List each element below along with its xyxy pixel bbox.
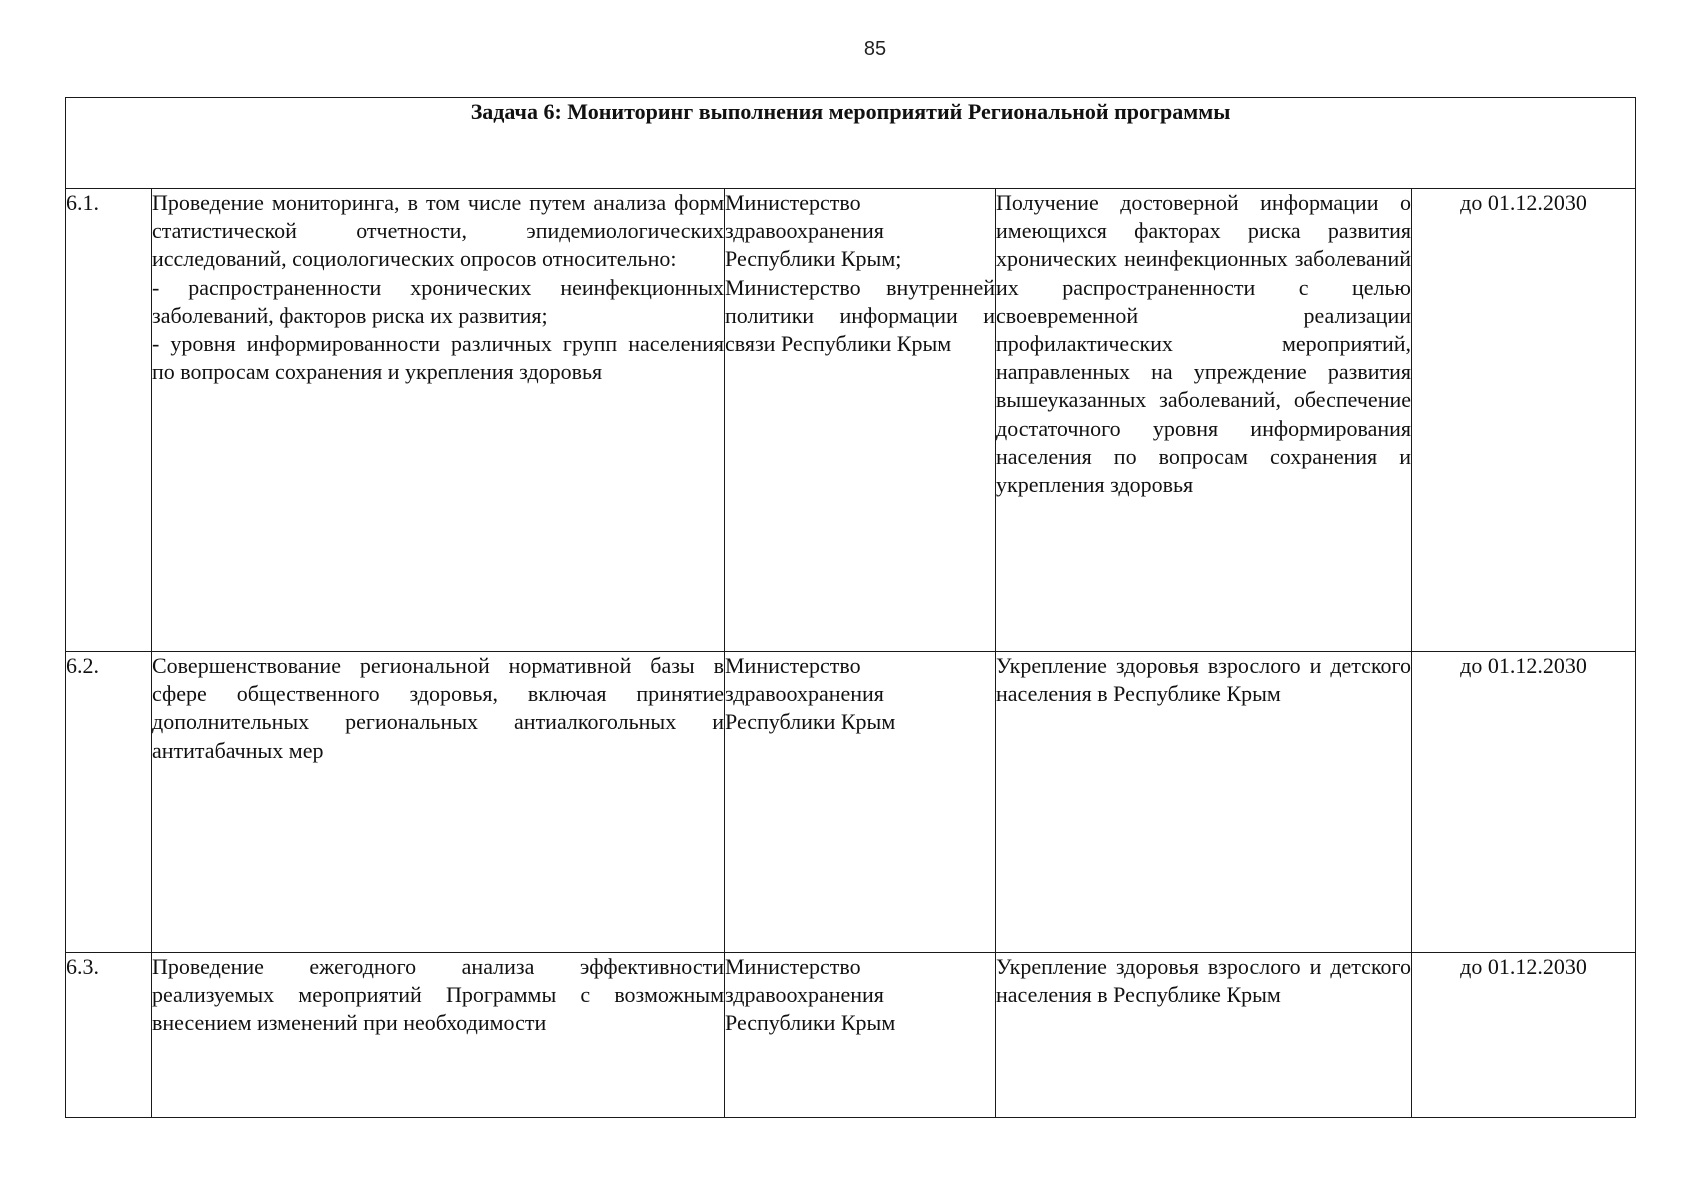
- description-paragraph: Совершенствование региональной нормативной базы в сфере общественного здоровья, включая принятие дополнительных региональных антиалкогольных и антитабачных мер: [152, 653, 724, 763]
- deadline: до 01.12.2030: [1412, 189, 1636, 652]
- measure-description: [152, 953, 725, 1118]
- row-number: 6.2.: [66, 652, 152, 953]
- expected-result: Получение достоверной информации о имеющихся факторах риска развития хронических неинфекционных заболеваний их распространенности с целью своевременной реализации профилактических мероприятий, направленных на упреждение развития вышеуказанных заболеваний, обеспечение достаточного уровня информирования населения по вопросам сохранения и укрепления здоровья: [996, 189, 1412, 652]
- description-paragraph: Проведение ежегодного анализа эффективности реализуемых мероприятий Программы с возможным внесением изменений при необходимости: [152, 954, 724, 1036]
- description-paragraph: Проведение мониторинга, в том числе путем анализа форм статистической отчетности, эпидемиологических исследований, социологических опросов относительно:: [152, 190, 724, 272]
- measures-table: [65, 97, 1636, 1118]
- expected-result: Укрепление здоровья взрослого и детского населения в Республике Крым: [996, 953, 1412, 1118]
- task-header-row: [66, 98, 1636, 189]
- measure-description: [152, 189, 725, 652]
- responsible-item: Министерство здравоохранения Республики Крым;: [725, 190, 902, 272]
- description-paragraph: - уровня информированности различных групп населения по вопросам сохранения и укрепления здоровья: [152, 331, 724, 385]
- row-number: 6.3.: [66, 953, 152, 1118]
- table-row: [66, 652, 1636, 953]
- task-title: Задача 6: Мониторинг выполнения мероприятий Региональной программы: [66, 98, 1636, 189]
- table-row: [66, 189, 1636, 652]
- page-number: 85: [863, 38, 887, 60]
- expected-result: Укрепление здоровья взрослого и детского населения в Республике Крым: [996, 652, 1412, 953]
- responsible-executors: [725, 189, 996, 652]
- responsible-executors: [725, 652, 996, 953]
- row-number: 6.1.: [66, 189, 152, 652]
- responsible-item: Министерство внутренней политики информации и связи Республики Крым: [725, 274, 995, 357]
- deadline: до 01.12.2030: [1412, 652, 1636, 953]
- measure-description: [152, 652, 725, 953]
- description-paragraph: - распространенности хронических неинфекционных заболеваний, факторов риска их развития;: [152, 274, 724, 328]
- table-row: [66, 953, 1636, 1118]
- responsible-item: Министерство здравоохранения Республики Крым: [725, 954, 896, 1036]
- responsible-executors: [725, 953, 996, 1118]
- responsible-item: Министерство здравоохранения Республики Крым: [725, 653, 896, 735]
- deadline: до 01.12.2030: [1412, 953, 1636, 1118]
